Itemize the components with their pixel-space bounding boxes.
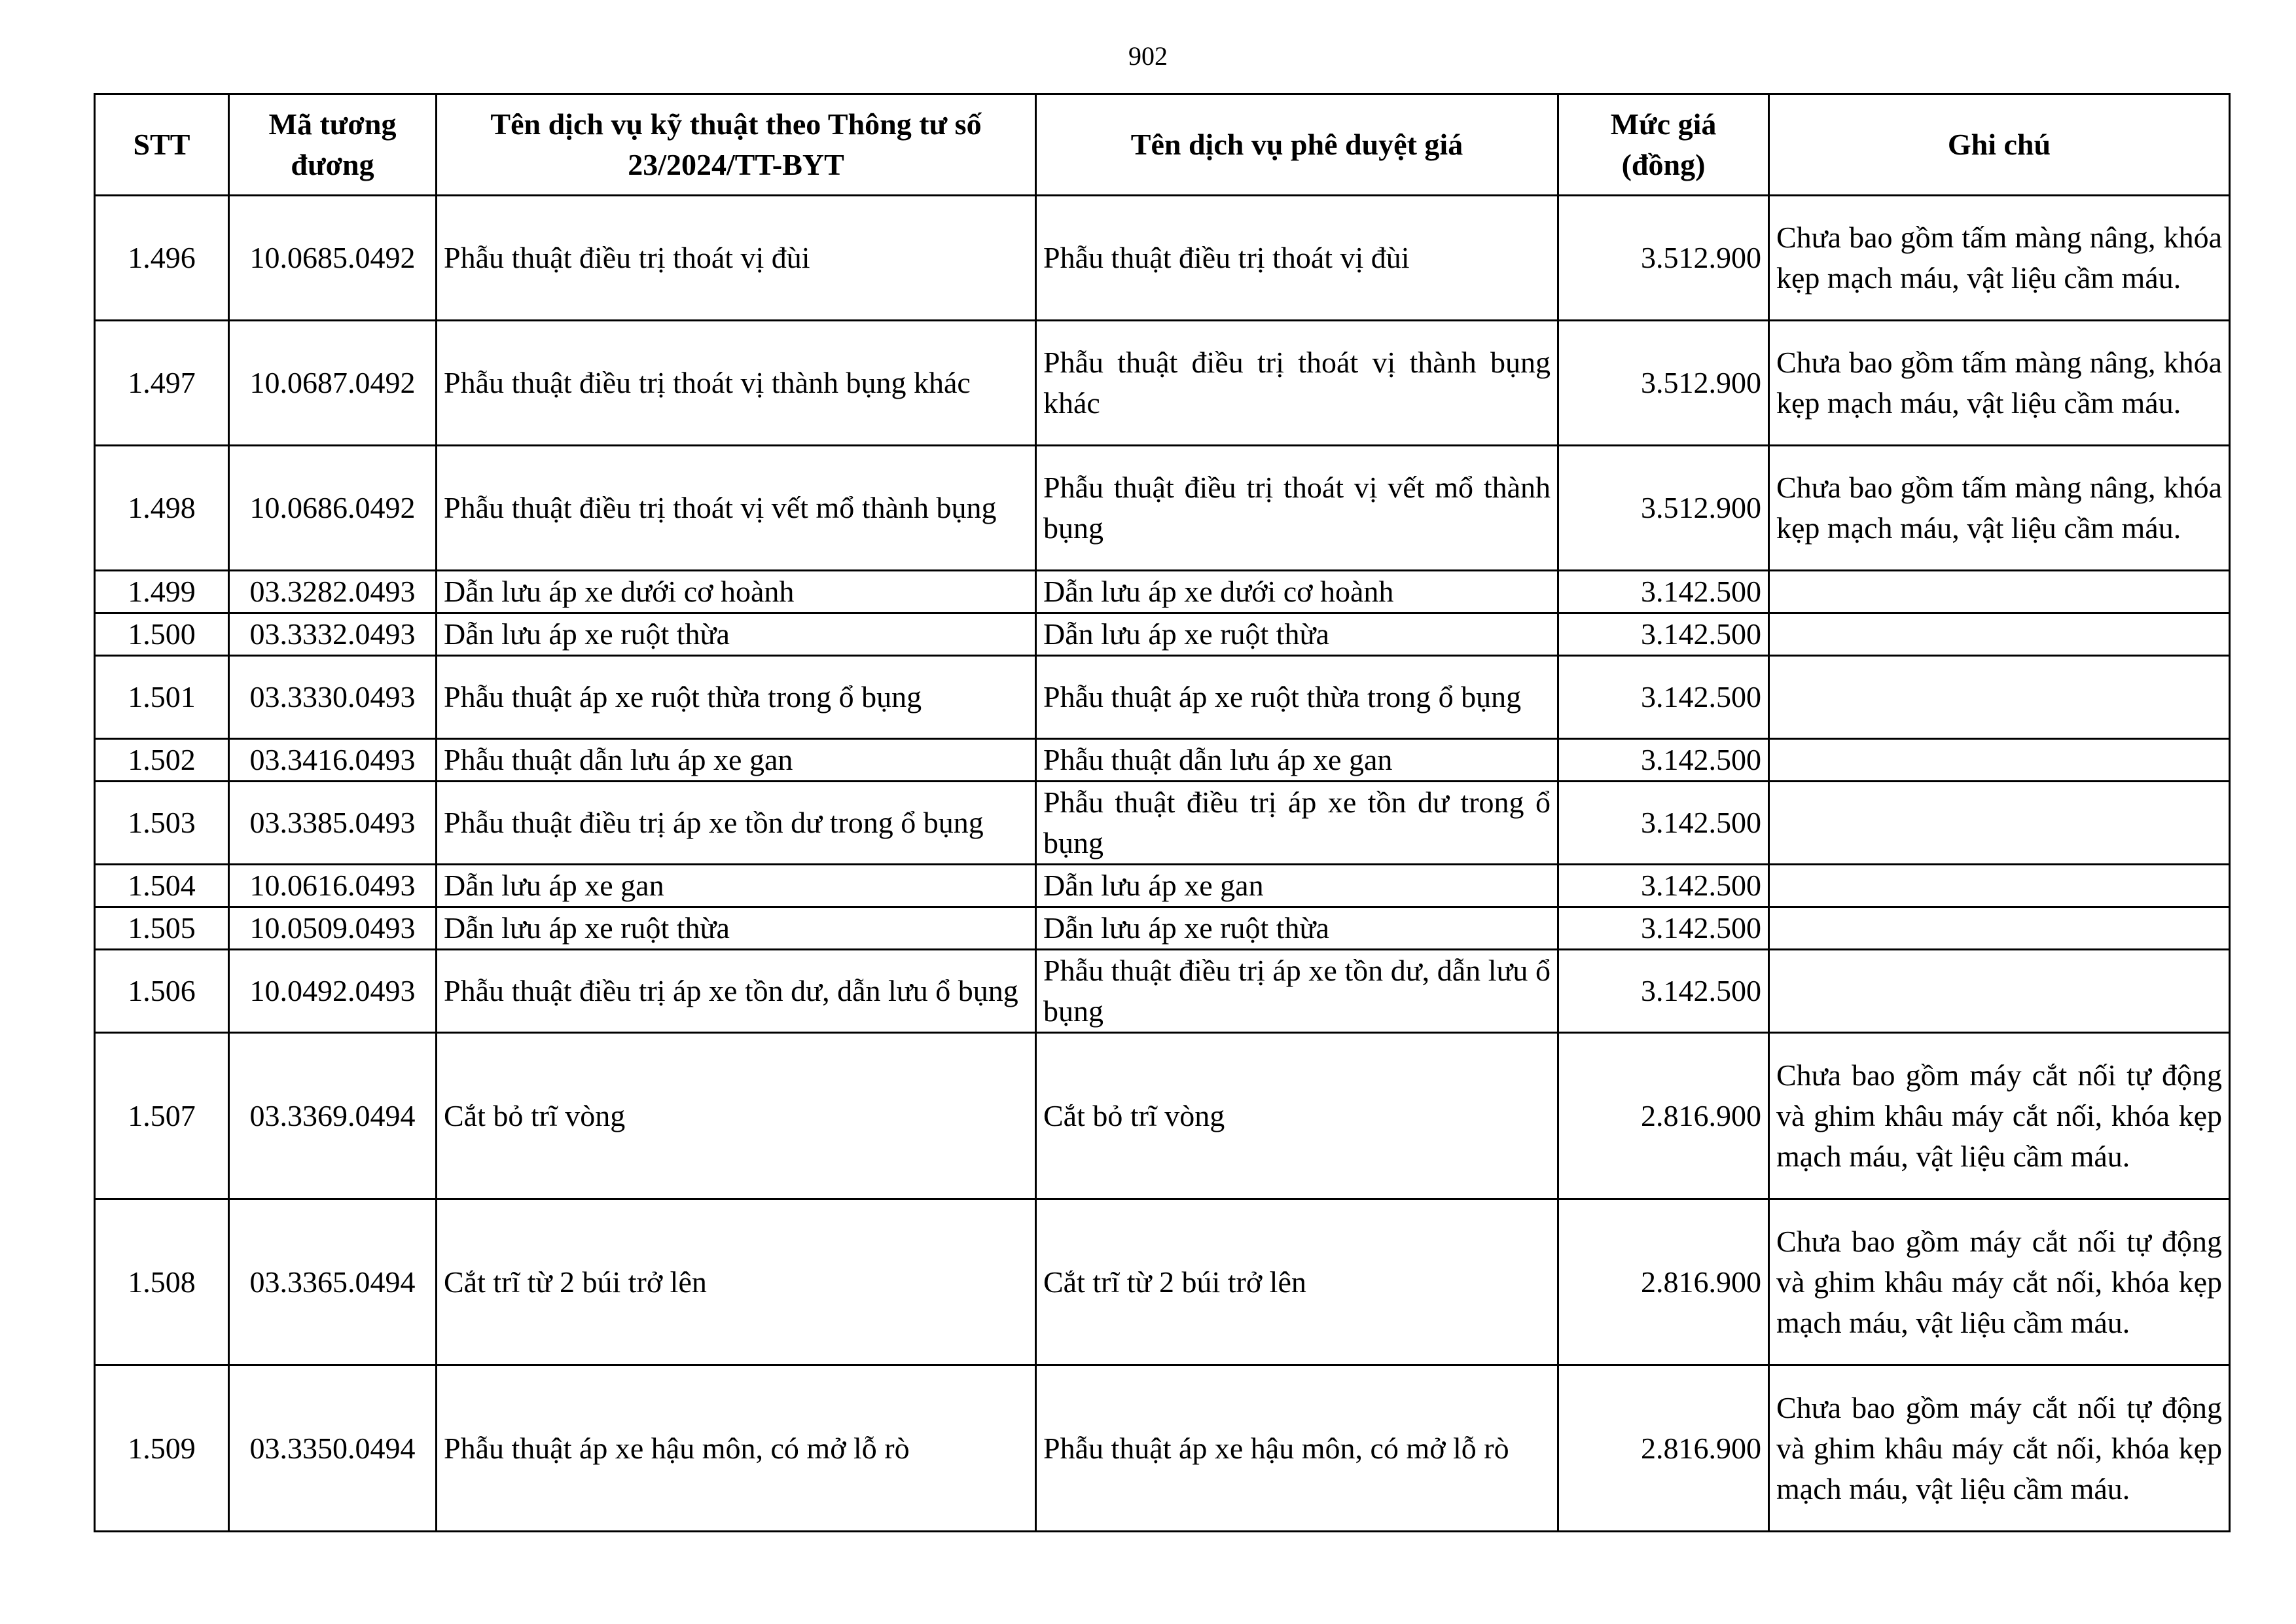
cell-price: 3.142.500 (1558, 950, 1769, 1033)
cell-service-name: Phẫu thuật điều trị thoát vị vết mổ thành bụng (437, 446, 1036, 571)
cell-stt: 1.503 (95, 782, 229, 865)
cell-approved-name: Dẫn lưu áp xe ruột thừa (1036, 613, 1558, 656)
cell-note (1769, 907, 2230, 950)
header-price: Mức giá (đồng) (1558, 94, 1769, 196)
cell-stt: 1.496 (95, 196, 229, 321)
cell-stt: 1.506 (95, 950, 229, 1033)
cell-service-name: Phẫu thuật điều trị thoát vị đùi (437, 196, 1036, 321)
cell-approved-name: Dẫn lưu áp xe gan (1036, 865, 1558, 907)
header-approved-name: Tên dịch vụ phê duyệt giá (1036, 94, 1558, 196)
cell-service-name: Dẫn lưu áp xe ruột thừa (437, 613, 1036, 656)
cell-code: 10.0685.0492 (229, 196, 437, 321)
cell-stt: 1.502 (95, 739, 229, 782)
table-row (95, 1033, 2230, 1199)
cell-approved-name: Phẫu thuật điều trị áp xe tồn dư trong ổ bụng (1036, 782, 1558, 865)
table-row (95, 196, 2230, 321)
table-row (95, 782, 2230, 865)
cell-note: Chưa bao gồm máy cắt nối tự động và ghim khâu máy cắt nối, khóa kẹp mạch máu, vật liệu cầm máu. (1769, 1365, 2230, 1532)
cell-approved-name: Phẫu thuật áp xe ruột thừa trong ổ bụng (1036, 656, 1558, 739)
cell-price: 3.142.500 (1558, 739, 1769, 782)
cell-price: 2.816.900 (1558, 1033, 1769, 1199)
cell-stt: 1.507 (95, 1033, 229, 1199)
cell-code: 10.0686.0492 (229, 446, 437, 571)
cell-note (1769, 571, 2230, 613)
cell-stt: 1.508 (95, 1199, 229, 1365)
cell-approved-name: Phẫu thuật điều trị áp xe tồn dư, dẫn lưu ổ bụng (1036, 950, 1558, 1033)
cell-note: Chưa bao gồm tấm màng nâng, khóa kẹp mạch máu, vật liệu cầm máu. (1769, 196, 2230, 321)
cell-approved-name: Dẫn lưu áp xe dưới cơ hoành (1036, 571, 1558, 613)
cell-approved-name: Phẫu thuật điều trị thoát vị vết mổ thành bụng (1036, 446, 1558, 571)
cell-approved-name: Cắt bỏ trĩ vòng (1036, 1033, 1558, 1199)
table-row (95, 907, 2230, 950)
cell-stt: 1.497 (95, 321, 229, 446)
table-row (95, 571, 2230, 613)
cell-note (1769, 950, 2230, 1033)
cell-price: 3.142.500 (1558, 613, 1769, 656)
cell-stt: 1.504 (95, 865, 229, 907)
cell-stt: 1.509 (95, 1365, 229, 1532)
cell-stt: 1.500 (95, 613, 229, 656)
cell-price: 3.142.500 (1558, 571, 1769, 613)
cell-stt: 1.498 (95, 446, 229, 571)
cell-code: 10.0616.0493 (229, 865, 437, 907)
table-header-row (95, 94, 2230, 196)
cell-service-name: Phẫu thuật áp xe hậu môn, có mở lỗ rò (437, 1365, 1036, 1532)
table-row (95, 446, 2230, 571)
cell-service-name: Dẫn lưu áp xe ruột thừa (437, 907, 1036, 950)
table-row (95, 1199, 2230, 1365)
cell-stt: 1.501 (95, 656, 229, 739)
cell-code: 03.3416.0493 (229, 739, 437, 782)
cell-price: 3.142.500 (1558, 865, 1769, 907)
cell-note (1769, 739, 2230, 782)
cell-service-name: Phẫu thuật điều trị áp xe tồn dư trong ổ bụng (437, 782, 1036, 865)
cell-approved-name: Phẫu thuật áp xe hậu môn, có mở lỗ rò (1036, 1365, 1558, 1532)
cell-note (1769, 865, 2230, 907)
cell-approved-name: Phẫu thuật dẫn lưu áp xe gan (1036, 739, 1558, 782)
cell-approved-name: Phẫu thuật điều trị thoát vị thành bụng khác (1036, 321, 1558, 446)
cell-note: Chưa bao gồm máy cắt nối tự động và ghim khâu máy cắt nối, khóa kẹp mạch máu, vật liệu cầm máu. (1769, 1199, 2230, 1365)
cell-code: 10.0492.0493 (229, 950, 437, 1033)
service-price-table (94, 93, 2231, 1532)
cell-note: Chưa bao gồm máy cắt nối tự động và ghim khâu máy cắt nối, khóa kẹp mạch máu, vật liệu cầm máu. (1769, 1033, 2230, 1199)
page-number: 902 (1128, 41, 1168, 71)
cell-code: 03.3385.0493 (229, 782, 437, 865)
cell-note (1769, 656, 2230, 739)
header-code: Mã tương đương (229, 94, 437, 196)
cell-service-name: Phẫu thuật điều trị thoát vị thành bụng khác (437, 321, 1036, 446)
header-service-name: Tên dịch vụ kỹ thuật theo Thông tư số 23/2024/TT-BYT (437, 94, 1036, 196)
header-note: Ghi chú (1769, 94, 2230, 196)
cell-price: 3.512.900 (1558, 196, 1769, 321)
cell-code: 03.3369.0494 (229, 1033, 437, 1199)
cell-note: Chưa bao gồm tấm màng nâng, khóa kẹp mạch máu, vật liệu cầm máu. (1769, 321, 2230, 446)
cell-code: 10.0687.0492 (229, 321, 437, 446)
cell-note (1769, 613, 2230, 656)
cell-note (1769, 782, 2230, 865)
cell-stt: 1.505 (95, 907, 229, 950)
header-stt: STT (95, 94, 229, 196)
cell-service-name: Phẫu thuật dẫn lưu áp xe gan (437, 739, 1036, 782)
cell-approved-name: Phẫu thuật điều trị thoát vị đùi (1036, 196, 1558, 321)
table-row (95, 739, 2230, 782)
cell-service-name: Dẫn lưu áp xe gan (437, 865, 1036, 907)
cell-price: 3.142.500 (1558, 907, 1769, 950)
cell-service-name: Phẫu thuật điều trị áp xe tồn dư, dẫn lưu ổ bụng (437, 950, 1036, 1033)
cell-approved-name: Dẫn lưu áp xe ruột thừa (1036, 907, 1558, 950)
cell-price: 2.816.900 (1558, 1199, 1769, 1365)
cell-code: 03.3330.0493 (229, 656, 437, 739)
table-row (95, 865, 2230, 907)
table-row (95, 613, 2230, 656)
cell-service-name: Phẫu thuật áp xe ruột thừa trong ổ bụng (437, 656, 1036, 739)
cell-stt: 1.499 (95, 571, 229, 613)
table-row (95, 1365, 2230, 1532)
cell-service-name: Dẫn lưu áp xe dưới cơ hoành (437, 571, 1036, 613)
cell-code: 03.3332.0493 (229, 613, 437, 656)
cell-price: 2.816.900 (1558, 1365, 1769, 1532)
cell-approved-name: Cắt trĩ từ 2 búi trở lên (1036, 1199, 1558, 1365)
cell-code: 10.0509.0493 (229, 907, 437, 950)
table-row (95, 656, 2230, 739)
cell-price: 3.512.900 (1558, 321, 1769, 446)
cell-code: 03.3365.0494 (229, 1199, 437, 1365)
cell-code: 03.3282.0493 (229, 571, 437, 613)
cell-price: 3.512.900 (1558, 446, 1769, 571)
cell-service-name: Cắt bỏ trĩ vòng (437, 1033, 1036, 1199)
cell-note: Chưa bao gồm tấm màng nâng, khóa kẹp mạch máu, vật liệu cầm máu. (1769, 446, 2230, 571)
table-row (95, 321, 2230, 446)
cell-price: 3.142.500 (1558, 656, 1769, 739)
table-row (95, 950, 2230, 1033)
cell-code: 03.3350.0494 (229, 1365, 437, 1532)
cell-price: 3.142.500 (1558, 782, 1769, 865)
cell-service-name: Cắt trĩ từ 2 búi trở lên (437, 1199, 1036, 1365)
